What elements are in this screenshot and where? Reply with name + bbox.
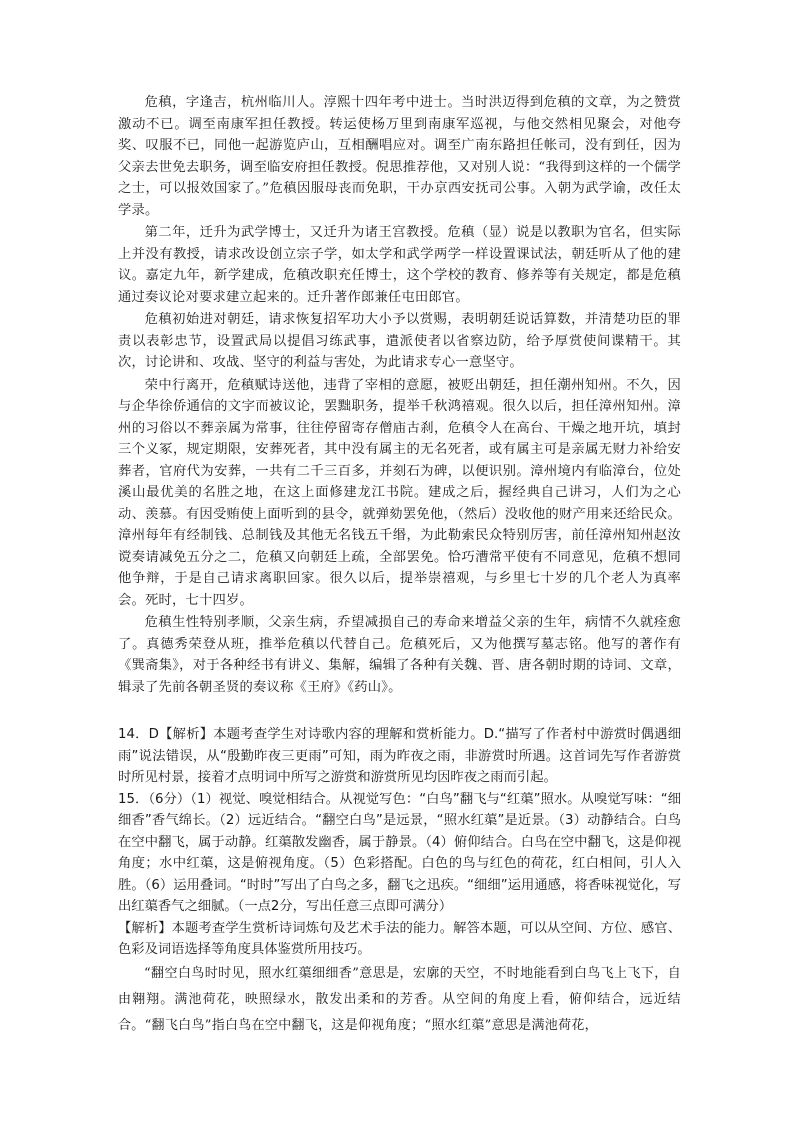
translation-paragraph-1: 危稹，字逢吉，杭州临川人。淳熙十四年考中进士。当时洪迈得到危稹的文章，为之赞赏激动不已。调至南康军担任教授。转运使杨万里到南康军巡视，与他交然相见聚会，对他夸奖、叹服不已，同他一起游览庐山，互相酬唱应对。调至广南东路担任帐司，没有到任，因为父亲去世免去职务，调至临安府担任教授。倪思推荐他，又对别人说：“我得到这样的一个儒学之士，可以报效国家了。”危稹因服母丧而免职，干办京西安抚司公事。入朝为武学谕，改任太学录。 bbox=[118, 95, 681, 218]
translation-paragraph-3: 危稹初始进对朝廷，请求恢复招军功大小予以赏赐，表明朝廷说话算数，并清楚功臣的罪责以表彰忠节，设置武局以提倡习练武事，遣派使者以省察边防，给予厚赏使间谍精干。其次，讨论讲和、攻战、坚守的利益与害处，为此请求专心一意坚守。 bbox=[118, 312, 681, 370]
document-page bbox=[118, 92, 681, 1039]
answer-15-analysis-body: “翻空白鸟时时见，照水红蕖细细香”意思是，宏廓的天空，不时地能看到白鸟飞上飞下，自由翱翔。满池荷花，映照绿水，散发出柔和的芳香。从空间的角度上看，俯仰结合，远近结合。“翻飞白鸟”指白鸟在空中翻飞，这是仰视角度；“照水红蕖”意思是满池荷花， bbox=[118, 965, 681, 1033]
translation-paragraph-5: 危稹生性特别孝顺，父亲生病，乔望减损自己的寿命来增益父亲的生年，病情不久就痊愈了。真德秀荣登从班，推举危稹以代替自己。危稹死后，又为他撰写墓志铭。他写的著作有《巽斋集》，对于各种经书有讲义、集解，编辑了各种有关魏、晋、唐各朝时期的诗词、文章，辑录了先前各朝圣贤的奏议称《王府》《药山》。 bbox=[118, 615, 681, 695]
answer-15: 15．（6分）（1）视觉、嗅觉相结合。从视觉写色：“白鸟”翻飞与“红蕖”照水。从嗅觉写味：“细细香”香气绵长。（2）远近结合。“翻空白鸟”是远景，“照水红蕖”是近景。（3）动静结合。白鸟在空中翻飞，属于动静。红蕖散发幽香，属于静景。（4）俯仰结合。白鸟在空中翻飞，这是仰视角度；水中红蕖，这是俯视角度。（5）色彩搭配。白色的鸟与红色的荷花，红白相间，引人入胜。（6）运用叠词。“时时”写出了白鸟之多，翻飞之迅疾。“细细”运用通感，将香味视觉化，写出红蕖香气之细腻。（一点2分，写出任意三点即可满分） bbox=[118, 791, 681, 914]
translation-section bbox=[118, 92, 681, 698]
answer-15-analysis-heading: 【解析】本题考查学生赏析诗词炼句及艺术手法的能力。解答本题，可以从空间、方位、感官、色彩及词语选择等角度具体鉴赏所用技巧。 bbox=[118, 920, 681, 957]
translation-paragraph-4: 荣中行离开，危稹赋诗送他，违背了宰相的意愿，被贬出朝廷，担任潮州知州。不久，因与企华徐侨通信的文字而被议论，罢黜职务，提举千秋鸿禧观。很久以后，担任漳州知州。漳州的习俗以不葬亲属为常事，往往停留寄存僧庙古刹，危稹令人在高台、干燥之地开坑，填封三个义冢，规定期限，安葬死者，其中没有属主的无名死者，或有属主可是亲属无财力补给安葬者，官府代为安葬，一共有二千三百多，并刻石为碑，以便识别。漳州境内有临漳台，位处溪山最优美的名胜之地，在这上面修建龙江书院。建成之后，握经典自己讲习，人们为之心动、羡慕。有因受贿使上面听到的县令，就弹劾罢免他，（然后）没收他的财产用来还给民众。漳州每年有经制钱、总制钱及其他无名钱五千缗，为此勒索民众特别厉害，前任漳州知州赵汝谠奏请减免五分之二，危稹又向朝廷上疏，全部罢免。恰巧漕常平使有不同意见，危稹不想同他争辩，于是自己请求离职回家。很久以后，提举崇禧观，与乡里七十岁的几个老人为真率会。死时，七十四岁。 bbox=[118, 377, 681, 608]
answer-14: 14．D【解析】本题考查学生对诗歌内容的理解和赏析能力。D.“描写了作者村中游赏时偶遇细雨”说法错误，从“殷勤昨夜三更雨”可知，雨为昨夜之雨，非游赏时所遇。这首词先写作者游赏时所见村景，接着才点明词中所写之游赏和游赏所见均因昨夜之雨而引起。 bbox=[118, 727, 681, 785]
translation-paragraph-2: 第二年，迁升为武学博士，又迁升为诸王宫教授。危稹（显）说是以教职为官名，但实际上并没有教授，请求改设创立宗子学，如太学和武学两学一样设置课试法，朝廷听从了他的建议。嘉定九年，新学建成，危稹改职充任博士，这个学校的教育、修养等有关规定，都是危稹通过奏议论对要求建立起来的。迁升著作郎兼任屯田郎官。 bbox=[118, 225, 681, 305]
answers-section bbox=[118, 724, 681, 1039]
